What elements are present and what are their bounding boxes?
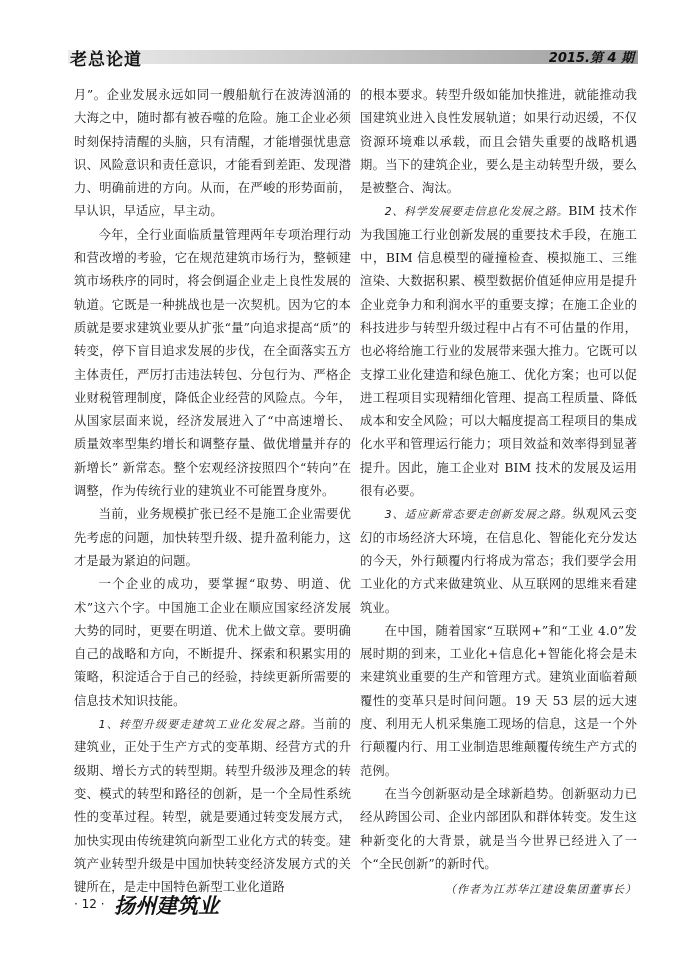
right-column xyxy=(360,84,637,900)
column-title: 老总论道 xyxy=(70,50,142,70)
magazine-logo xyxy=(112,891,242,919)
paragraph-text: 在当今创新驱动是全球新趋势。创新驱动力已经从跨国公司、企业内部团队和群体转变。发生这种新变化的大背景，就是当今世界已经进入了一个“全民创新”的新时代。 xyxy=(360,786,637,871)
paragraph-text: 的根本要求。转型升级如能加快推进，就能推动我国建筑业进入良性发展轨道；如果行动迟缓，不仅资源环境难以承载，而且会错失重要的战略机遇期。当下的建筑企业，要么是主动转型升级，要么是被整合、淘汰。 xyxy=(360,88,637,196)
paragraph-text: 一个企业的成功，要掌握“取势、明道、优术”这六个字。中国施工企业在顺应国家经济发展大势的同时，更要在明道、优术上做文章。要明确自己的战略和方向，不断提升、探索和积累实用的策略，积淀适合于自己的经验，持续更新所需要的信息技术知识技能。 xyxy=(74,577,351,708)
paragraph xyxy=(360,620,637,783)
paragraph-text: 今年，全行业面临质量管理两年专项治理行动和营改增的考验，它在规范建筑市场行为，整顿建筑市场秩序的同时，将会倒逼企业走上良性发展的轨道。它既是一种挑战也是一次契机。因为它的本质就是要求建筑业要从扩张“量”向追求提高“质”的转变，停下盲目追求发展的步伐，在全面落实五方主体责任，严厉打击违法转包、分包行为、严格企业财税管理制度，降低企业经营的风险点。今年，从国家层面来说，经济发展进入了“中高速增长、质量效率型集约增长和调整存量、做优增量并存的新增长” 新常态。整个宏观经济按照四个“转向”在调整，作为传统行业的建筑业不可能置身度外。 xyxy=(74,227,351,499)
paragraph xyxy=(74,224,351,504)
paragraph xyxy=(360,200,637,503)
paragraph-text: 当前，业务规模扩张已经不是施工企业需要优先考虑的问题，加快转型升级、提升盈利能力，这才是最为紧迫的问题。 xyxy=(74,507,351,568)
paragraph xyxy=(74,503,351,573)
magazine-logo-text: 扬州建筑业 xyxy=(114,893,219,918)
paragraph xyxy=(360,503,637,619)
paragraph xyxy=(74,713,351,899)
issue-number: 2015.第 4 期 xyxy=(548,51,634,66)
page-number: · 12 · xyxy=(74,897,105,911)
paragraph-text: 当前的建筑业，正处于生产方式的变革期、经营方式的升级期、增长方式的转型期。转型升级涉及理念的转变、模式的转型和路径的创新，是一个全局性系统性的变革过程。转型，就是要通过转变发展方式，加快实现由传统建筑向新型工业化方式的转变。建筑产业转型升级是中国加快转变经济发展方式的关键所在，是走中国特色新型工业化道路 xyxy=(74,717,351,895)
page-header xyxy=(68,44,638,70)
paragraph-heading: 2、科学发展要走信息化发展之路。 xyxy=(384,205,569,219)
paragraph xyxy=(360,84,637,200)
left-column xyxy=(74,84,351,899)
paragraph-heading: 3、适应新常态要走创新发展之路。 xyxy=(384,508,573,522)
paragraph xyxy=(74,573,351,713)
paragraph-text: 在中国，随着国家“互联网+”和“工业 4.0”发展时期的到来，工业化+信息化+智能化将会是未来建筑业重要的生产和管理方式。建筑业面临着颠覆性的变革只是时间问题。19 天 53 层的远大速度、利用无人机采集施工现场的信息，这是一个外行颠覆内行、用工业制造思维颠覆传统生产方式的范例。 xyxy=(360,623,637,778)
paragraph-text: 纵观风云变幻的市场经济大环境，在信息化、智能化充分发达的今天，外行颠覆内行将成为常态；我们要学会用工业化的方式来做建筑业、从互联网的思维来看建筑业。 xyxy=(360,507,637,615)
paragraph-heading: 1、转型升级要走建筑工业化发展之路。 xyxy=(98,718,313,732)
author-byline: （作者为江苏华江建设集团董事长） xyxy=(445,883,637,897)
paragraph-text: 月”。企业发展永远如同一艘船航行在波涛汹涌的大海之中，随时都有被吞噬的危险。施工企业必须时刻保持清醒的头脑，只有清醒，才能增强忧患意识、风险意识和责任意识，才能看到差距、发现潜力、明确前进的方向。从而，在严峻的形势面前，早认识，早适应，早主动。 xyxy=(74,88,351,219)
paragraph xyxy=(360,783,637,876)
paragraph-text: BIM 技术作为我国施工行业创新发展的重要技术手段，在施工中，BIM 信息模型的碰撞检查、模拟施工、三维渲染、大数据积累、模型数据价值延伸应用是提升企业竞争力和利润水平的重要支撑；在施工企业的科技进步与转型升级过程中占有不可估量的作用，也必将给施工行业的发展带来强大推力。它既可以支撑工业化建造和绿色施工、优化方案；也可以促进工程项目实现精细化管理、提高工程质量、降低成本和安全风险；可以大幅度提高工程项目的集成化水平和管理运行能力；项目效益和效率得到显著提升。因此，施工企业对 BIM 技术的发展及运用很有必要。 xyxy=(360,204,637,499)
paragraph xyxy=(74,84,351,224)
